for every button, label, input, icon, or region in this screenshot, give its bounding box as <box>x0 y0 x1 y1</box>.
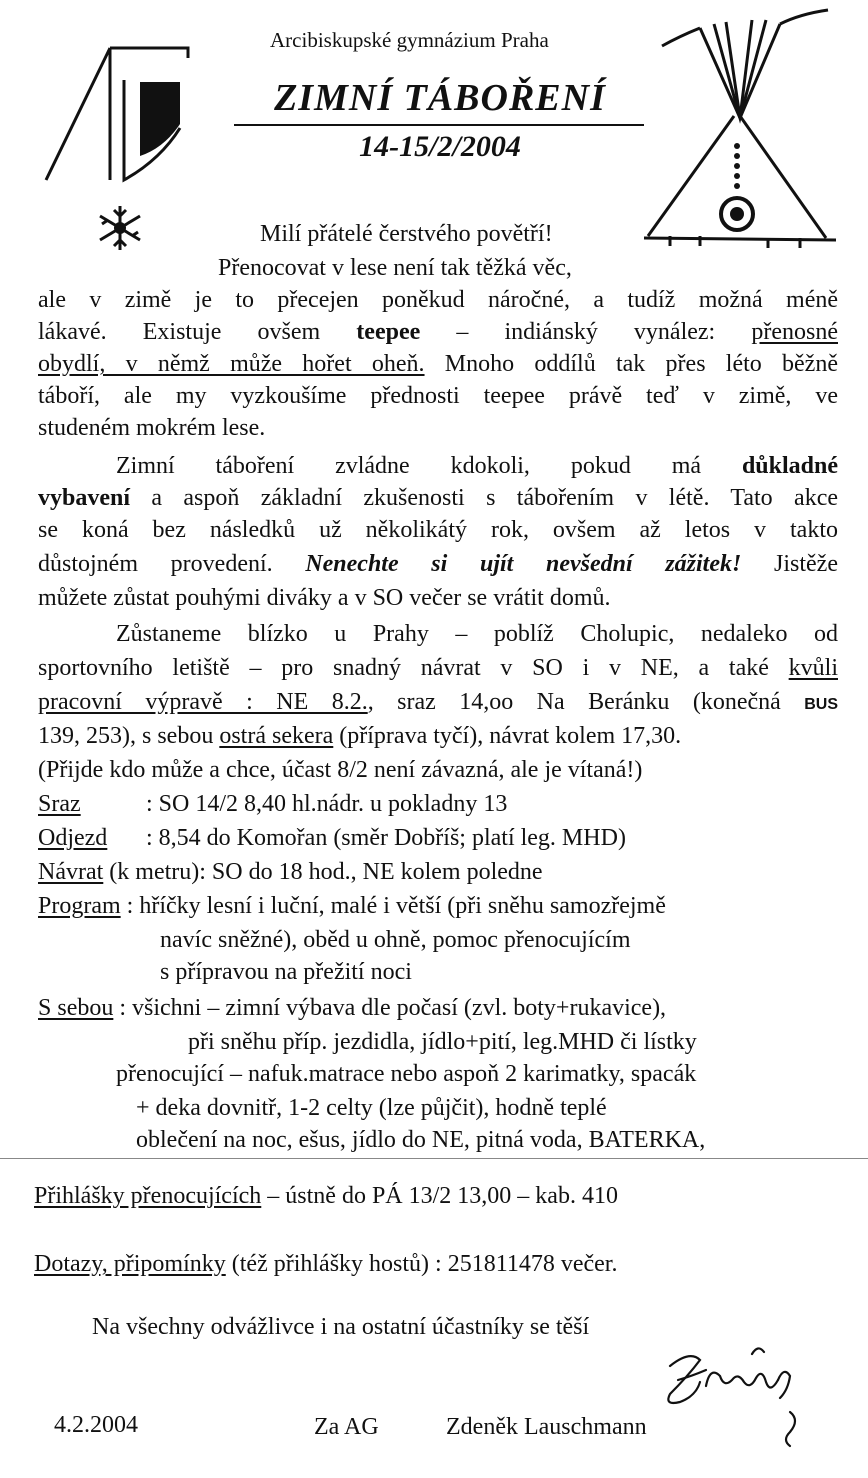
p1-line <box>38 348 838 380</box>
text-run: obydlí, v němž může hořet oheň. <box>38 351 425 377</box>
sebou-value: : všichni – zimní výbava dle počasí (zvl. boty+rukavice), <box>113 995 667 1021</box>
bus-label: BUS <box>804 696 839 713</box>
p3-line: Zůstaneme blízko u Prahy – poblíž Cholupic, nedaleko od <box>116 621 838 647</box>
text-run: a aspoň základní zkušenosti s tábořením v létě. Tato akce <box>130 485 838 511</box>
handwritten-signature <box>640 1336 810 1456</box>
teepee-icon <box>640 6 840 254</box>
greeting: Milí přátelé čerstvého povětří! <box>260 221 553 247</box>
p2-line <box>38 548 838 580</box>
p2-line <box>38 482 838 514</box>
p1-line: ale v zimě je to přecejen poněkud náročné, a tudíž možná méně <box>38 287 838 313</box>
sraz-label: Sraz <box>38 791 81 817</box>
p1-line <box>38 316 838 348</box>
text-run: pracovní výpravě : NE 8.2. <box>38 689 368 715</box>
p1-line: táboří, ale my vyzkoušíme přednosti teepee právě teď v zimě, ve <box>38 383 838 409</box>
text-run: Zimní táboření zvládne kdokoli, pokud má <box>116 453 742 479</box>
questions-value: (též přihlášky hostů) : 251811478 večer. <box>225 1251 618 1277</box>
ag-logo <box>40 40 200 190</box>
navrat-value: (k metru): SO do 18 hod., NE kolem poledne <box>103 859 543 885</box>
p2-line <box>116 450 838 482</box>
text-run: lákavé. Existuje ovšem <box>38 319 357 345</box>
p1-line: studeném mokrém lese. <box>38 415 266 441</box>
text-run: – indiánský vynález: <box>420 319 752 345</box>
program-label: Program <box>38 893 121 919</box>
p1-line: Přenocovat v lese není tak těžká věc, <box>218 255 572 281</box>
teepee-term: teepee <box>356 319 421 345</box>
signup-value: – ústně do PÁ 13/2 13,00 – kab. 410 <box>261 1183 618 1209</box>
sebou-label: S sebou <box>38 995 114 1021</box>
text-run: důstojném provedení. <box>38 551 306 577</box>
odjezd-label: Odjezd <box>38 825 108 851</box>
text-run: (příprava tyčí), návrat kolem 17,30. <box>333 723 682 749</box>
closing-text: Na všechny odvážlivce i na ostatní účastníky se těší <box>92 1314 590 1340</box>
fold-line <box>0 1158 868 1159</box>
text-run: kvůli <box>788 655 838 681</box>
sebou-row: přenocující – nafuk.matrace nebo aspoň 2 karimatky, spacák <box>116 1061 697 1087</box>
p3-line <box>38 652 838 684</box>
text-run: Nenechte si ujít nevšední zážitek! <box>305 551 742 577</box>
page-title: ZIMNÍ TÁBOŘENÍ <box>274 77 606 119</box>
p2-line: se koná bez následků už několikátý rok, ovšem až letos v takto <box>38 517 838 543</box>
p3-line <box>38 720 838 752</box>
sraz-row <box>38 788 838 820</box>
text-run: vybavení <box>38 485 131 511</box>
odjezd-value: : 8,54 do Komořan (směr Dobříš; platí leg. MHD) <box>146 825 626 851</box>
text-run: sportovního letiště – pro snadný návrat v SO i v NE, a také <box>38 655 789 681</box>
signup-label: Přihlášky přenocujících <box>34 1183 262 1209</box>
school-name: Arcibiskupské gymnázium Praha <box>270 28 549 52</box>
event-dates: 14-15/2/2004 <box>359 130 521 163</box>
text-run: přenosné <box>751 319 838 345</box>
sebou-row <box>38 992 838 1024</box>
footer-date: 4.2.2004 <box>54 1412 138 1438</box>
sebou-row: oblečení na noc, ešus, jídlo do NE, pitná voda, BATERKA, <box>136 1127 706 1153</box>
text-run: důkladné <box>741 453 838 479</box>
footer-for: Za AG <box>314 1414 379 1440</box>
odjezd-row <box>38 822 838 854</box>
navrat-row <box>38 856 838 888</box>
p3-line <box>38 686 838 721</box>
sraz-value: : SO 14/2 8,40 hl.nádr. u pokladny 13 <box>146 791 508 817</box>
snowflake-icon <box>92 202 148 254</box>
program-row <box>38 890 838 922</box>
questions-label: Dotazy, připomínky <box>34 1251 226 1277</box>
signup-row <box>34 1180 834 1212</box>
p3-line: (Přijde kdo může a chce, účast 8/2 není závazná, ale je vítaná!) <box>38 757 643 783</box>
text-run: 139, 253), s sebou <box>38 723 220 749</box>
program-row: s přípravou na přežití noci <box>160 959 412 985</box>
program-row: navíc sněžné), oběd u ohně, pomoc přenocujícím <box>160 927 631 953</box>
title-underline <box>234 124 644 126</box>
text-run: Jistěže <box>741 551 838 577</box>
questions-row <box>34 1248 834 1280</box>
text-run: Mnoho oddílů tak přes léto běžně <box>424 351 838 377</box>
text-run: , sraz 14,oo Na Beránku (konečná <box>367 689 805 715</box>
program-value: : hříčky lesní i luční, malé i větší (při sněhu samozřejmě <box>120 893 666 919</box>
navrat-label: Návrat <box>38 859 104 885</box>
text-run: ostrá sekera <box>219 723 334 749</box>
p2-line: můžete zůstat pouhými diváky a v SO večer se vrátit domů. <box>38 585 611 611</box>
sebou-row: při sněhu příp. jezdidla, jídlo+pití, leg.MHD či lístky <box>188 1029 697 1055</box>
sebou-row: + deka dovnitř, 1-2 celty (lze půjčit), hodně teplé <box>136 1095 607 1121</box>
footer-name: Zdeněk Lauschmann <box>446 1414 647 1440</box>
